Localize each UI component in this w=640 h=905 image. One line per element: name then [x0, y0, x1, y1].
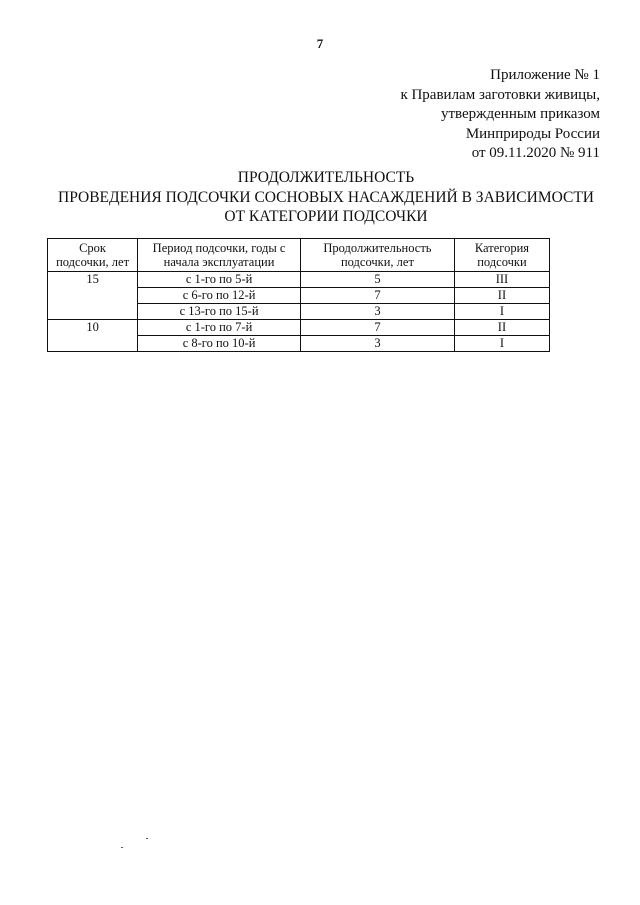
term-cell: 15 — [48, 272, 138, 320]
appendix-note — [400, 66, 600, 164]
tapping-duration-table — [47, 238, 550, 352]
appendix-line: утвержденным приказом — [440, 106, 600, 122]
header-text: подсочки, лет — [56, 255, 130, 269]
appendix-line: Минприроды России — [465, 125, 600, 142]
header-text: подсочки — [477, 255, 527, 269]
duration-cell: 7 — [300, 320, 454, 336]
title-line: ПРОДОЛЖИТЕЛЬНОСТЬ — [237, 169, 415, 186]
table-header — [48, 239, 550, 272]
table-row — [48, 320, 550, 336]
period-cell: с 6-го по 12-й — [138, 288, 301, 304]
header-term — [48, 239, 138, 272]
period-cell: с 1-го по 5-й — [138, 272, 301, 288]
header-category — [454, 239, 549, 272]
category-cell: II — [454, 288, 549, 304]
duration-cell: 3 — [300, 304, 454, 320]
category-cell: II — [454, 320, 549, 336]
document-title — [0, 168, 640, 227]
header-text: Продолжительность — [323, 241, 432, 255]
page-number: 7 — [316, 36, 324, 51]
title-line: ПРОВЕДЕНИЯ ПОДСОЧКИ СОСНОВЫХ НАСАЖДЕНИЙ В ЗАВИСИМОСТИ — [58, 188, 594, 206]
period-cell: с 8-го по 10-й — [138, 336, 301, 352]
header-duration — [300, 239, 454, 272]
period-cell: с 1-го по 7-й — [138, 320, 301, 336]
table-header-row — [48, 239, 550, 272]
header-period — [138, 239, 301, 272]
category-cell: I — [454, 304, 549, 320]
scan-speck — [146, 838, 148, 839]
table-body — [48, 272, 550, 352]
header-text: Период подсочки, годы с — [152, 241, 286, 255]
header-text: подсочки, лет — [340, 255, 414, 269]
category-cell: III — [454, 272, 549, 288]
duration-cell: 7 — [300, 288, 454, 304]
term-cell: 10 — [48, 320, 138, 352]
appendix-line: Приложение № 1 — [490, 67, 600, 83]
period-cell: с 13-го по 15-й — [138, 304, 301, 320]
header-text: Категория — [474, 241, 530, 255]
header-text: начала эксплуатации — [163, 255, 275, 269]
category-cell: I — [454, 336, 549, 352]
title-line: ОТ КАТЕГОРИИ ПОДСОЧКИ — [224, 208, 428, 225]
table-row — [48, 272, 550, 288]
duration-cell: 3 — [300, 336, 454, 352]
scan-speck — [121, 847, 123, 848]
appendix-line: к Правилам заготовки живицы, — [400, 86, 600, 103]
header-text: Срок — [79, 241, 107, 255]
appendix-line: от 09.11.2020 № 911 — [471, 145, 600, 161]
duration-cell: 5 — [300, 272, 454, 288]
